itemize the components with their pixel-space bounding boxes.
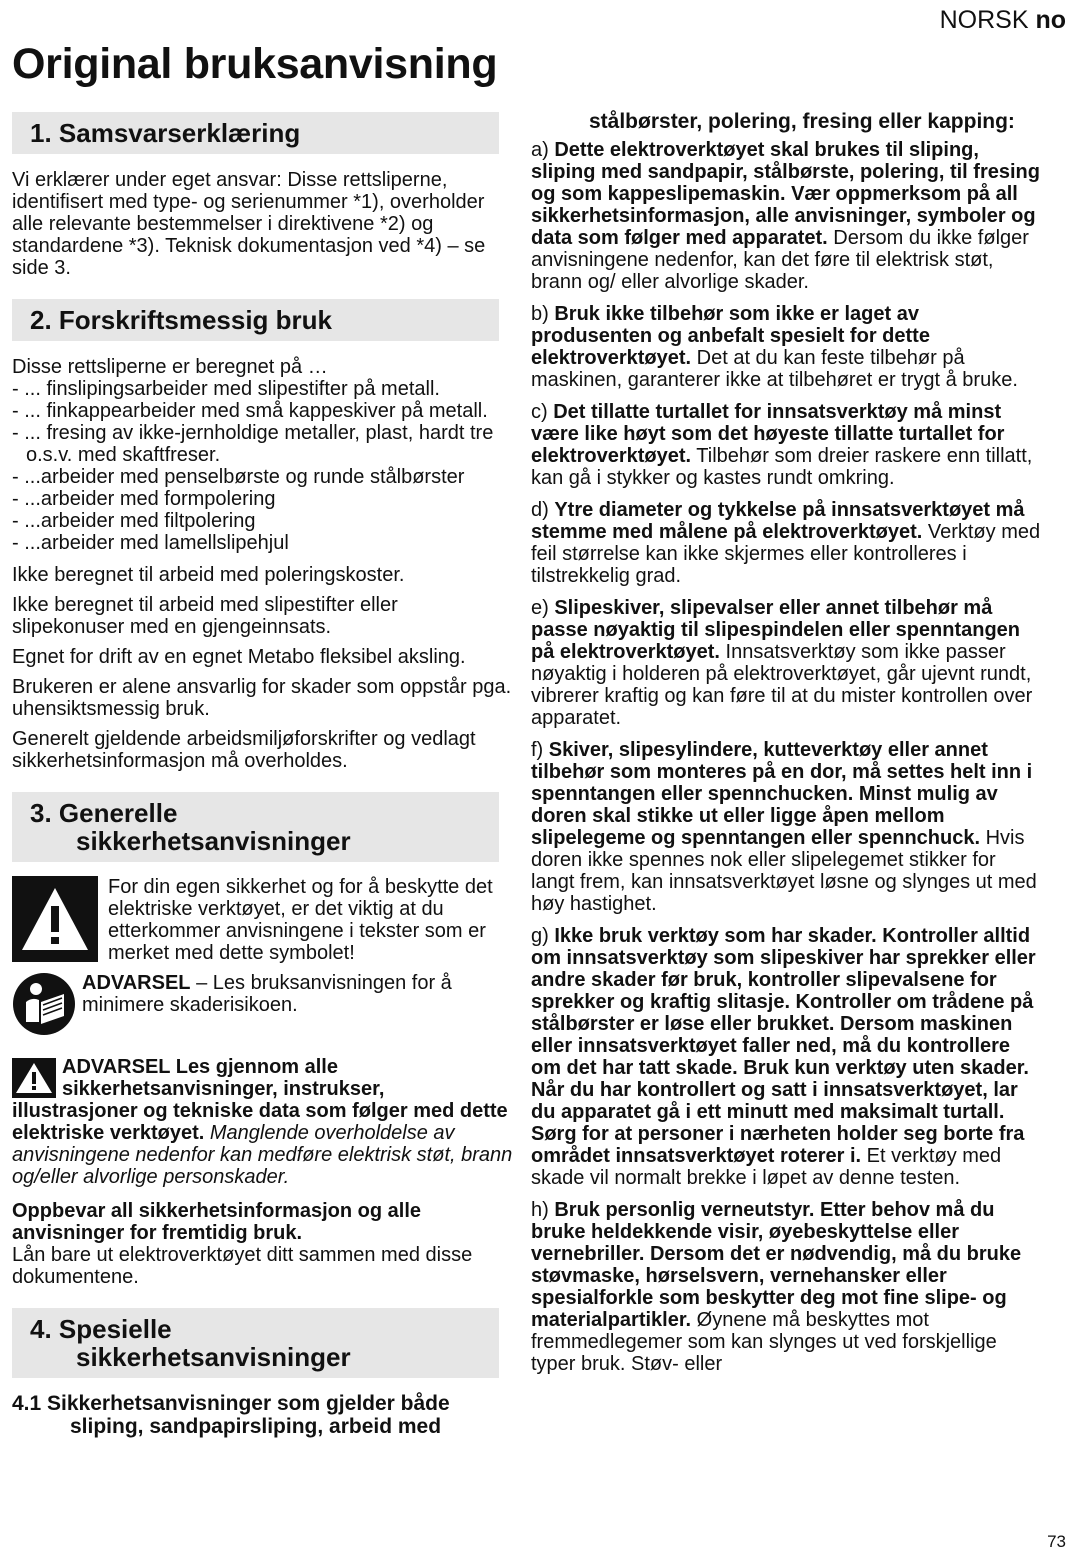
subsection-heading-continued: stålbørster, polering, fresing eller kapping: bbox=[589, 110, 1015, 133]
paragraph: Generelt gjeldende arbeidsmiljøforskrifter og vedlagt sikkerhetsinformasjon må overholdes. bbox=[12, 728, 476, 772]
lend-instructions: Lån bare ut elektroverktøyet ditt sammen med disse dokumentene. bbox=[12, 1244, 473, 1288]
section-heading-4: 4. Spesielle sikkerhetsanvisninger bbox=[12, 1308, 499, 1378]
declaration-text: Vi erklærer under eget ansvar: Disse rettsliperne, identifisert med type- og serienummer *1), overholder alle relevante bestemmelser i direktivene *2) og standardene *3). Teknisk dokumentasjon ved *4) – se side 3. bbox=[12, 169, 486, 279]
item-explanation: Dersom du ikke følger anvisningene nedenfor, kan det føre til elektrisk støt, brann og/ eller alvorlige skader. bbox=[531, 227, 1029, 293]
safety-item bbox=[531, 597, 1041, 729]
safety-item bbox=[531, 739, 1041, 915]
item-explanation: Hvis doren ikke spennes nok eller slipelegemet stikker for langt frem, kan innsatsverktøyet løsne og slynges ut med høy hastighet. bbox=[531, 827, 1037, 915]
item-label: h) bbox=[531, 1199, 555, 1221]
list-item: - ...arbeider med formpolering bbox=[12, 488, 276, 510]
page-title: Original bruksanvisning bbox=[12, 40, 498, 88]
list-item: - ...arbeider med filtpolering bbox=[12, 510, 256, 532]
section-heading-1: 1. Samsvarserklæring bbox=[12, 112, 499, 154]
list-item: - ...arbeider med lamellslipehjul bbox=[12, 532, 289, 554]
section-heading-3: 3. Generelle sikkerhetsanvisninger bbox=[12, 792, 499, 862]
list-item: - ... finkappearbeider med små kappeskiver på metall. bbox=[12, 400, 488, 422]
safety-item bbox=[531, 925, 1041, 1189]
item-instruction: Bruk personlig verneutstyr. Etter behov må du bruke heldekkende visir, øyebeskyttelse eller vernebriller. Dersom det er nødvendig, må du bruke støvmaske, hørselsvern, vernehansker eller spesialforkle som beskytter deg mot fine slipe- og materialpartikler. bbox=[531, 1199, 1022, 1331]
list-item: - ... fresing av ikke-jernholdige metaller, plast, hardt tre o.s.v. med skaftfreser. bbox=[12, 422, 494, 466]
list-item: - ... finslipingsarbeider med slipestifter på metall. bbox=[12, 378, 440, 400]
general-warning: ADVARSEL Les gjennom alle sikkerhetsanvisninger, instrukser, illustrasjoner og tekniske data som følger med dette elektriske verktøyet. Manglende overholdelse av anvisningene nedenfor kan medføre elektrisk støt, brann og/eller alvorlige personskader. bbox=[12, 1056, 513, 1188]
paragraph: Ikke beregnet til arbeid med poleringskoster. bbox=[12, 564, 405, 586]
keep-instructions: Oppbevar all sikkerhetsinformasjon og alle anvisninger for fremtidig bruk. bbox=[12, 1200, 422, 1244]
read-manual-text: ADVARSEL – Les bruksanvisningen for å minimere skaderisikoen. bbox=[82, 972, 452, 1016]
item-instruction: Ikke bruk verktøy som har skader. Kontroller alltid om innsatsverktøy som slipeskiver har sprekker eller andre skader før bruk, kontroller slipevalsene for sprekker og kraftig slitasje. Kontroller om trådene på stålbørster er løse eller brukket. Dersom maskinen eller innsatsverktøyet faller ned, må du kontrollere om det har tatt skade. Bruk kun verktøy uten skader. Når du har kontrollert og satt i innsatsverktøyet, lar du apparatet gå i ett minutt med maksimalt turtall. Sørg for at personer i nærheten holder seg borte fra området innsatsverktøyet roterer i. bbox=[531, 925, 1036, 1167]
safety-item bbox=[531, 139, 1041, 293]
list-item: - ...arbeider med penselbørste og runde stålbørster bbox=[12, 466, 465, 488]
warning-triangle-icon bbox=[12, 876, 98, 962]
intended-use-intro: Disse rettsliperne er beregnet på … bbox=[12, 356, 328, 378]
symbol-explanation: For din egen sikkerhet og for å beskytte det elektriske verktøyet, er det viktig at du etterkommer anvisningene i tekster som er merket med dette symbolet! bbox=[108, 876, 493, 964]
item-instruction: Skiver, slipesylindere, kutteverktøy eller annet tilbehør som monteres på en dor, må settes helt inn i spenntangen eller spennchucken. Minst mulig av doren skal stikke ut eller ligge åpen mellom slipelegeme og spenntangen eller spennchuck. bbox=[531, 739, 1033, 849]
left-column bbox=[12, 112, 514, 1438]
item-instruction: Dette elektroverktøyet skal brukes til sliping, sliping med sandpapir, stålbørste, polering, til fresing og som kappeslipemaskin. Vær oppmerksom på all sikkerhetsinformasjon, alle anvisninger, symboler og data som følger med apparatet. bbox=[531, 139, 1040, 249]
item-label: d) bbox=[531, 499, 555, 521]
item-explanation: Verktøy med feil størrelse kan ikke skjermes eller kontrolleres i tilstrekkelig grad. bbox=[531, 521, 1041, 587]
safety-item bbox=[531, 303, 1041, 391]
paragraph: Egnet for drift av en egnet Metabo fleksibel aksling. bbox=[12, 646, 466, 668]
item-label: c) bbox=[531, 401, 554, 423]
item-explanation: Det at du kan feste tilbehør på maskinen, garanterer ikke at tilbehøret er trygt å bruke. bbox=[531, 347, 1018, 391]
item-instruction: Slipeskiver, slipevalser eller annet tilbehør må passe nøyaktig til slipespindelen eller spenntangen på elektroverktøyet. bbox=[531, 597, 1021, 663]
warning-symbol-row bbox=[12, 876, 514, 964]
section-heading-2: 2. Forskriftsmessig bruk bbox=[12, 299, 499, 341]
safety-item bbox=[531, 401, 1041, 489]
right-column bbox=[531, 110, 1041, 1385]
item-instruction: Ytre diameter og tykkelse på innsatsverktøyet må stemme med målene på elektroverktøyet. bbox=[531, 499, 1025, 543]
paragraph: Brukeren er alene ansvarlig for skader som oppstår pga. uhensiktsmessig bruk. bbox=[12, 676, 512, 720]
item-label: a) bbox=[531, 139, 555, 161]
read-manual-icon bbox=[12, 972, 76, 1036]
item-explanation: Øynene må beskyttes mot fremmedlegemer som kan slynges ut ved forskjellige typer bruk. Støv- eller bbox=[531, 1309, 997, 1375]
item-explanation: Et verktøy med skade vil normalt brekke i løpet av denne testen. bbox=[531, 1145, 1002, 1189]
item-instruction: Det tillatte turtallet for innsatsverktøy må minst være like høyt som det høyeste tillatte turtallet for elektroverktøyet. bbox=[531, 401, 1005, 467]
item-explanation: Innsatsverktøy som ikke passer nøyaktig i holderen på elektroverktøyet, går ujevnt rundt, vibrerer kraftig og kan føre til at du mister kontrollen over apparatet. bbox=[531, 641, 1033, 729]
paragraph: Ikke beregnet til arbeid med slipestifter eller slipekonuser med en gjengeinnsats. bbox=[12, 594, 398, 638]
item-label: f) bbox=[531, 739, 549, 761]
item-label: g) bbox=[531, 925, 555, 947]
subsection-heading: 4.1 Sikkerhetsanvisninger som gjelder både sliping, sandpapirsliping, arbeid med bbox=[12, 1392, 450, 1438]
item-instruction: Bruk ikke tilbehør som ikke er laget av produsenten og anbefalt spesielt for dette elektroverktøyet. bbox=[531, 303, 930, 369]
warning-icon bbox=[12, 1058, 56, 1098]
safety-list bbox=[531, 139, 1041, 1375]
language-label: NORSK no bbox=[939, 6, 1066, 34]
safety-item bbox=[531, 499, 1041, 587]
safety-item bbox=[531, 1199, 1041, 1375]
item-label: b) bbox=[531, 303, 555, 325]
item-explanation: Tilbehør som dreier raskere enn tillatt, kan gå i stykker og kastes rundt omkring. bbox=[531, 445, 1033, 489]
page-number: 73 bbox=[1047, 1532, 1066, 1551]
read-manual-row bbox=[12, 972, 514, 1036]
item-label: e) bbox=[531, 597, 555, 619]
